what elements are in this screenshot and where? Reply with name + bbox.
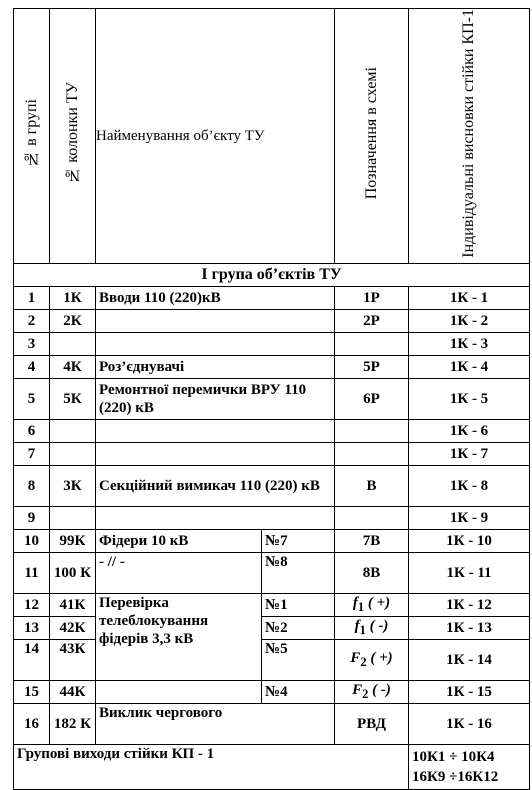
cell-label: 2Р — [335, 309, 409, 332]
cell-col: 5К — [50, 378, 96, 419]
table-row — [14, 529, 530, 552]
cell-n: 15 — [14, 680, 50, 703]
table-row — [14, 419, 530, 442]
cell-out: 1К - 2 — [409, 309, 530, 332]
footer-row — [14, 744, 530, 789]
cell-name: Виклик чергового — [96, 703, 335, 744]
cell-out: 1К - 14 — [409, 639, 530, 680]
cell-n: 10 — [14, 529, 50, 552]
table-row — [14, 506, 530, 529]
cell-label: $F_2$ ( +) — [335, 639, 409, 680]
table-row — [14, 593, 530, 616]
table-row — [14, 680, 530, 703]
cell-name: Вводи 110 (220)кВ — [96, 286, 335, 309]
cell-col — [50, 442, 96, 465]
cell-sub: №5 — [262, 639, 335, 680]
cell-name: Ремонтної перемички ВРУ 110 (220) кВ — [96, 378, 335, 419]
cell-n: 3 — [14, 332, 50, 355]
cell-out: 1К - 16 — [409, 703, 530, 744]
table-row — [14, 616, 530, 639]
cell-col — [50, 332, 96, 355]
cell-sub: №4 — [262, 680, 335, 703]
cell-out: 1К - 8 — [409, 465, 530, 506]
cell-name — [96, 506, 335, 529]
cell-label: $f_1$ ( +) — [335, 593, 409, 616]
cell-n: 12 — [14, 593, 50, 616]
cell-col: 42К — [50, 616, 96, 639]
footer-value-1: 10К1 ÷ 10К4 — [412, 748, 495, 765]
cell-n: 1 — [14, 286, 50, 309]
header-group-no: № в групі — [14, 9, 50, 264]
cell-name — [96, 419, 335, 442]
header-scheme-label: Позначення в схемі — [335, 9, 409, 264]
cell-sub: №8 — [262, 552, 335, 593]
header-row — [14, 9, 530, 264]
table-row — [14, 332, 530, 355]
cell-out: 1К - 7 — [409, 442, 530, 465]
cell-col: 1К — [50, 286, 96, 309]
cell-out: 1К - 6 — [409, 419, 530, 442]
cell-out: 1К - 3 — [409, 332, 530, 355]
cell-col: 100 К — [50, 552, 96, 593]
cell-label: 1Р — [335, 286, 409, 309]
cell-out: 1К - 13 — [409, 616, 530, 639]
telecontrol-table — [13, 8, 530, 790]
cell-name: Перевірка телеблокування фідерів 3,3 кВ — [96, 593, 262, 680]
cell-col — [50, 506, 96, 529]
table-row — [14, 355, 530, 378]
group-title: І група об’єктів ТУ — [14, 263, 530, 286]
header-object-name: Найменування об’єкту ТУ — [96, 9, 335, 264]
footer-label: Групові виходи стійки КП - 1 — [14, 744, 409, 789]
cell-name: Секційний вимикач 110 (220) кВ — [96, 465, 335, 506]
cell-out: 1К - 12 — [409, 593, 530, 616]
footer-value-2: 16К9 ÷16К12 — [412, 768, 499, 785]
cell-name — [96, 680, 262, 703]
table-row — [14, 639, 530, 680]
cell-col: 44К — [50, 680, 96, 703]
cell-name — [96, 309, 335, 332]
cell-n: 13 — [14, 616, 50, 639]
cell-n: 4 — [14, 355, 50, 378]
document-page — [13, 8, 530, 790]
cell-name: - // - — [96, 552, 262, 593]
cell-n: 2 — [14, 309, 50, 332]
cell-col: 99К — [50, 529, 96, 552]
header-conclusions: Індивідуальні висновки стійки КП-1 — [409, 9, 530, 264]
cell-label: 8В — [335, 552, 409, 593]
cell-out: 1К - 11 — [409, 552, 530, 593]
cell-out: 1К - 15 — [409, 680, 530, 703]
cell-out: 1К - 9 — [409, 506, 530, 529]
cell-n: 14 — [14, 639, 50, 680]
footer-values — [409, 744, 530, 789]
cell-name: Роз’єднувачі — [96, 355, 335, 378]
cell-n: 9 — [14, 506, 50, 529]
cell-col: 3К — [50, 465, 96, 506]
cell-n: 6 — [14, 419, 50, 442]
cell-n: 5 — [14, 378, 50, 419]
cell-out: 1К - 10 — [409, 529, 530, 552]
cell-sub: №2 — [262, 616, 335, 639]
cell-out: 1К - 1 — [409, 286, 530, 309]
cell-n: 8 — [14, 465, 50, 506]
cell-label: $F_2$ ( -) — [335, 680, 409, 703]
cell-col: 43К — [50, 639, 96, 680]
table-row — [14, 442, 530, 465]
cell-label — [335, 419, 409, 442]
cell-name — [96, 442, 335, 465]
table-row — [14, 465, 530, 506]
cell-label: 7В — [335, 529, 409, 552]
cell-col: 2К — [50, 309, 96, 332]
header-column-no: № колонки ТУ — [50, 9, 96, 264]
cell-sub: №1 — [262, 593, 335, 616]
table-row — [14, 378, 530, 419]
cell-label: 5Р — [335, 355, 409, 378]
cell-n: 16 — [14, 703, 50, 744]
cell-col: 182 К — [50, 703, 96, 744]
table-row — [14, 703, 530, 744]
cell-col — [50, 419, 96, 442]
cell-n: 11 — [14, 552, 50, 593]
cell-col: 41К — [50, 593, 96, 616]
table-row — [14, 552, 530, 593]
cell-label: В — [335, 465, 409, 506]
cell-label: РВД — [335, 703, 409, 744]
cell-label — [335, 332, 409, 355]
cell-sub: №7 — [262, 529, 335, 552]
cell-label — [335, 506, 409, 529]
cell-name — [96, 332, 335, 355]
cell-out: 1К - 5 — [409, 378, 530, 419]
cell-n: 7 — [14, 442, 50, 465]
cell-label: 6Р — [335, 378, 409, 419]
table-row — [14, 309, 530, 332]
cell-name: Фідери 10 кВ — [96, 529, 262, 552]
cell-col: 4К — [50, 355, 96, 378]
table-row — [14, 286, 530, 309]
group-title-row — [14, 263, 530, 286]
cell-label: $f_1$ ( -) — [335, 616, 409, 639]
cell-label — [335, 442, 409, 465]
cell-out: 1К - 4 — [409, 355, 530, 378]
